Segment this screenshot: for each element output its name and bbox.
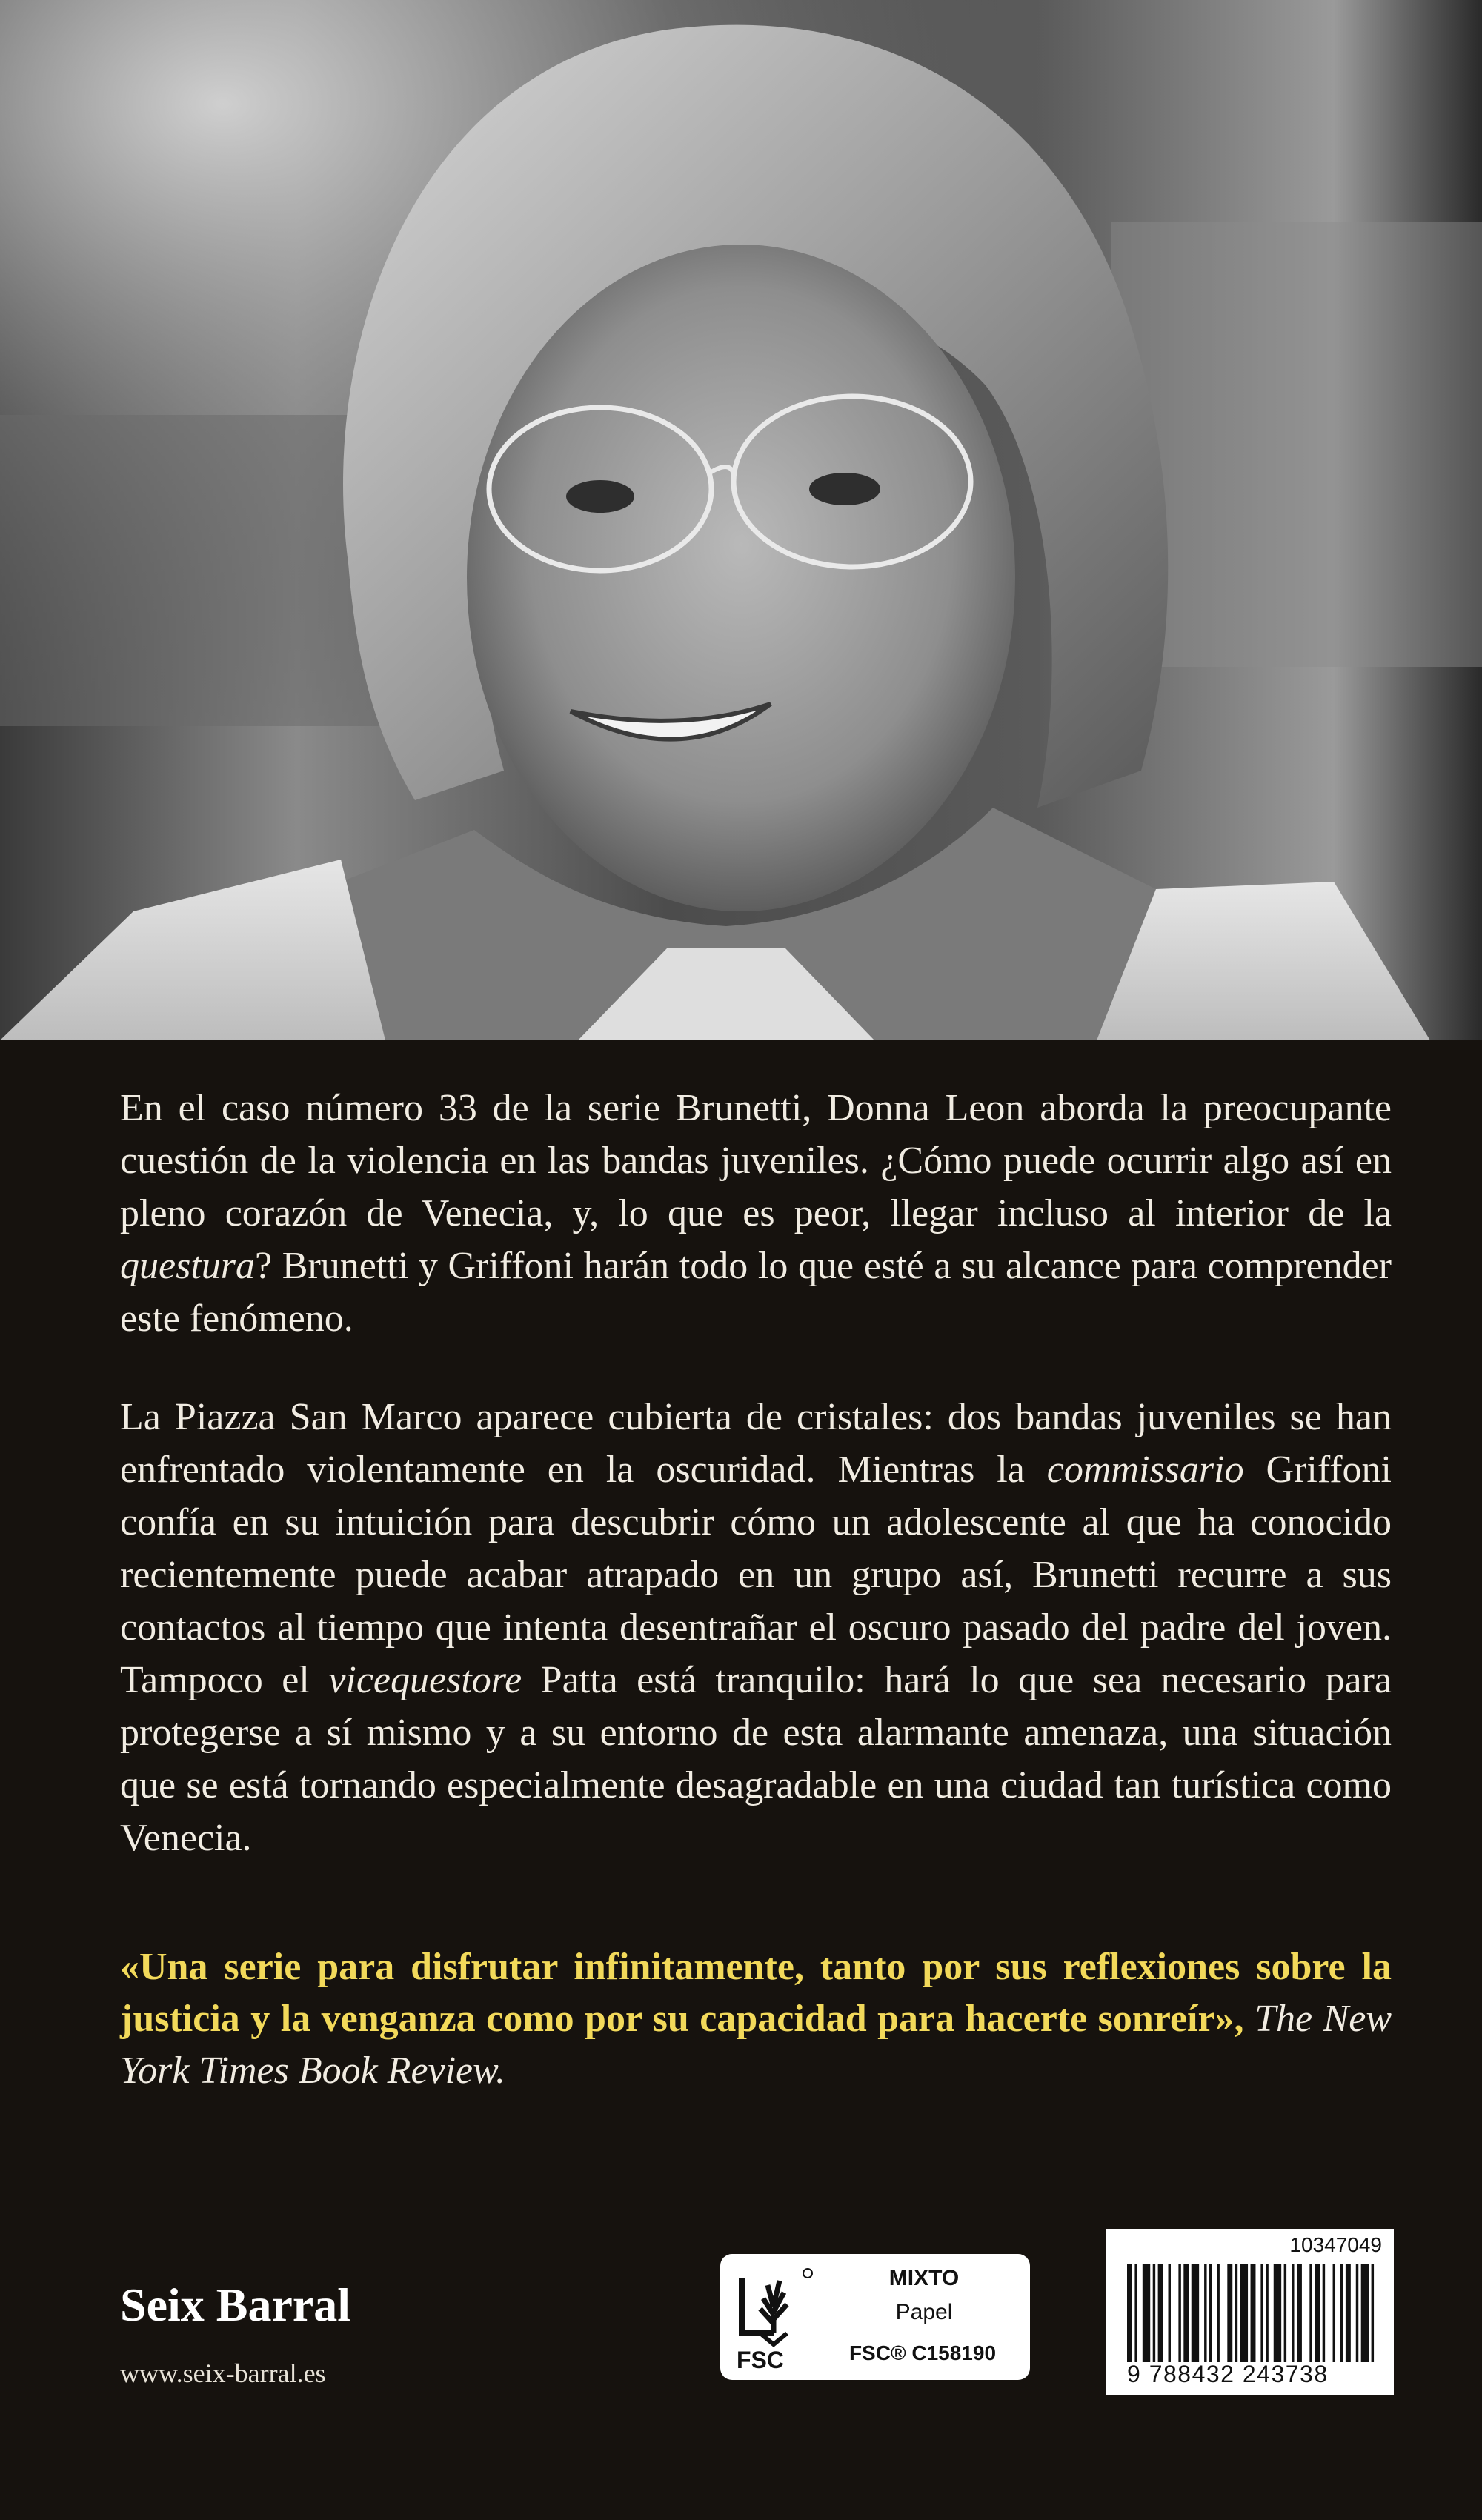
barcode-bar bbox=[1227, 2264, 1232, 2362]
barcode-bar bbox=[1169, 2264, 1171, 2362]
barcode-bar bbox=[1183, 2264, 1189, 2362]
fsc-logo-text: FSC bbox=[737, 2347, 784, 2373]
barcode-bar bbox=[1274, 2264, 1281, 2362]
barcode-bar bbox=[1143, 2264, 1150, 2362]
back-cover bbox=[0, 1040, 1482, 2520]
barcode-bar bbox=[1284, 2264, 1286, 2362]
barcode-bar bbox=[1356, 2264, 1358, 2362]
barcode-bar bbox=[1309, 2264, 1312, 2362]
text-run: Griffoni confía en su intuición para descubrir cómo un adolescente al que ha conocido recientemente puede acabar atrapado en un grupo así, Brunetti recurre a sus contactos al tiempo que intenta desentrañar el oscuro pasado del padre del joven. Tampoco el bbox=[120, 1449, 1392, 1701]
barcode-bar bbox=[1251, 2264, 1256, 2362]
barcode-bar bbox=[1153, 2264, 1155, 2362]
author-photo bbox=[0, 0, 1482, 1040]
italic-term: questura bbox=[120, 1245, 255, 1287]
barcode-bar bbox=[1361, 2264, 1369, 2362]
publisher-website[interactable]: www.seix-barral.es bbox=[120, 2358, 326, 2388]
barcode-bars bbox=[1127, 2264, 1379, 2362]
barcode-ref: 10347049 bbox=[1289, 2233, 1382, 2256]
text-run: La Piazza San Marco aparece cubierta de cristales: dos bandas juveniles se han enfrentado violentamente en la oscuridad. Mientras la bbox=[120, 1396, 1392, 1491]
barcode-bar bbox=[1315, 2264, 1320, 2362]
barcode-bar bbox=[1297, 2264, 1302, 2362]
barcode-bar bbox=[1158, 2264, 1163, 2362]
press-quote bbox=[120, 1941, 1392, 2097]
barcode-bar bbox=[1235, 2264, 1237, 2362]
italic-term: commissario bbox=[1046, 1449, 1244, 1491]
quote-text: «Una serie para disfrutar infinitamente, tanto por sus reflexiones sobre la justicia y la venganza como por su capacidad para hacerte sonreír», bbox=[120, 1946, 1392, 2040]
barcode-bar bbox=[1178, 2264, 1180, 2362]
barcode-bar bbox=[1260, 2264, 1263, 2362]
synopsis bbox=[120, 1082, 1392, 1910]
fsc-tree-icon bbox=[731, 2263, 820, 2374]
publisher-logo: Seix Barral bbox=[120, 2278, 351, 2331]
synopsis-paragraph-2 bbox=[120, 1391, 1392, 1864]
text-run: En el caso número 33 de la serie Brunetti, Donna Leon aborda la preocupante cuestión de la violencia en las bandas juveniles. ¿Cómo puede ocurrir algo así en pleno corazón de Venecia, y, lo que es peor, llegar incluso al interior de la bbox=[120, 1087, 1392, 1234]
barcode-bar bbox=[1204, 2264, 1206, 2362]
barcode-bar bbox=[1127, 2264, 1132, 2362]
barcode-bar bbox=[1134, 2264, 1137, 2362]
barcode-bar bbox=[1217, 2264, 1219, 2362]
barcode-bar bbox=[1340, 2264, 1343, 2362]
barcode-bar bbox=[1346, 2264, 1351, 2362]
quote-source: The New York Times Book Review. bbox=[120, 1998, 1392, 2092]
italic-term: vicequestore bbox=[328, 1659, 522, 1701]
barcode-bar bbox=[1209, 2264, 1212, 2362]
isbn-barcode bbox=[1106, 2229, 1394, 2395]
barcode-bar bbox=[1333, 2264, 1335, 2362]
barcode-bar bbox=[1240, 2264, 1248, 2362]
text-run: ? Brunetti y Griffoni harán todo lo que esté a su alcance para comprender este fenómeno. bbox=[120, 1245, 1392, 1340]
text-run: Patta está tranquilo: hará lo que sea necesario para protegerse a sí mismo y a su entorno de esta alarmante amenaza, una situación que se está tornando especialmente desagradable en una ciudad tan turística como Venecia. bbox=[120, 1659, 1392, 1859]
barcode-number: 9 788432 243738 bbox=[1127, 2361, 1329, 2387]
fsc-papel: Papel bbox=[895, 2300, 953, 2324]
barcode-bar bbox=[1192, 2264, 1199, 2362]
synopsis-paragraph-1 bbox=[120, 1082, 1392, 1345]
fsc-label bbox=[720, 2254, 1030, 2380]
barcode-bar bbox=[1266, 2264, 1268, 2362]
barcode-bar bbox=[1323, 2264, 1325, 2362]
barcode-bar bbox=[1292, 2264, 1294, 2362]
fsc-mixto: MIXTO bbox=[888, 2266, 960, 2290]
fsc-code: FSC® C158190 bbox=[848, 2341, 997, 2364]
barcode-bar bbox=[1372, 2264, 1374, 2362]
